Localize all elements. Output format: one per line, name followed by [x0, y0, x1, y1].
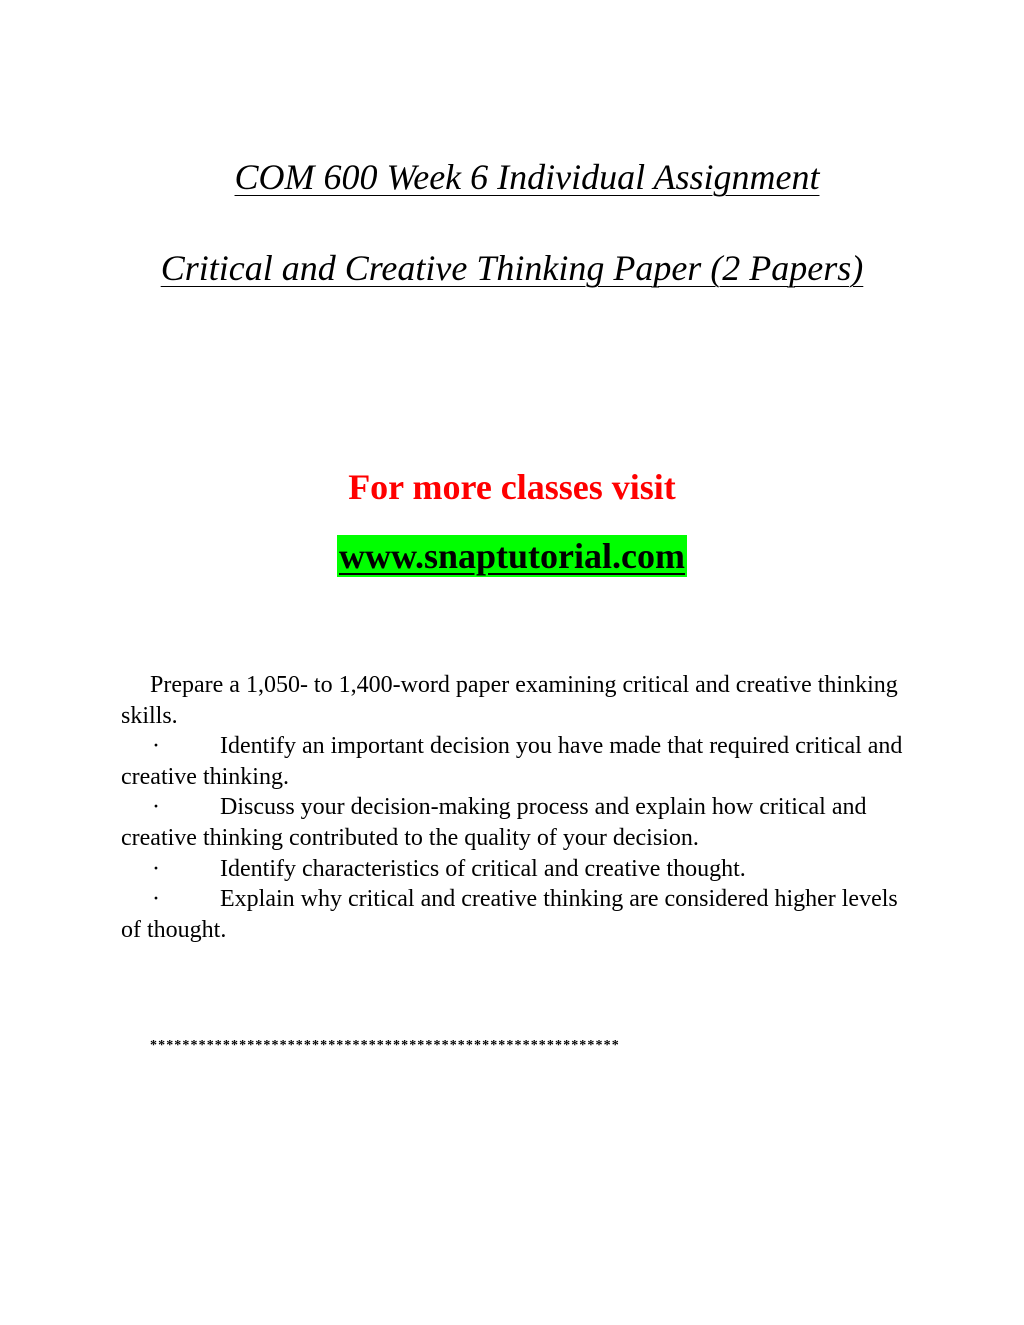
document-title: COM 600 Week 6 Individual Assignment: [234, 157, 820, 197]
promo-text: For more classes visit: [348, 467, 676, 507]
list-item-text: Identify an important decision you have made that required critical and creative thinking.: [121, 733, 903, 790]
bullet-icon: ·: [152, 886, 160, 913]
bullet-icon: ·: [152, 733, 160, 760]
promo-link[interactable]: www.snaptutorial.com: [338, 536, 685, 576]
document-subtitle: Critical and Creative Thinking Paper (2 Papers): [160, 248, 864, 288]
list-item: [121, 884, 911, 945]
bullet-icon: ·: [152, 855, 160, 882]
list-item: [121, 731, 911, 792]
list-item-text: Identify characteristics of critical and creative thought.: [220, 855, 746, 882]
separator-line: **********************************************************: [150, 1038, 620, 1053]
intro-paragraph: Prepare a 1,050- to 1,400-word paper examining critical and creative thinking skills.: [121, 672, 898, 729]
list-item: [121, 792, 911, 853]
assignment-body: [121, 670, 911, 945]
list-item-text: Explain why critical and creative thinking are considered higher levels of thought.: [121, 886, 898, 943]
bullet-icon: ·: [152, 794, 160, 821]
list-item-text: Discuss your decision-making process and explain how critical and creative thinking contributed to the quality of your decision.: [121, 794, 867, 851]
list-item: [121, 854, 911, 885]
promo-link-container: [0, 535, 1024, 577]
